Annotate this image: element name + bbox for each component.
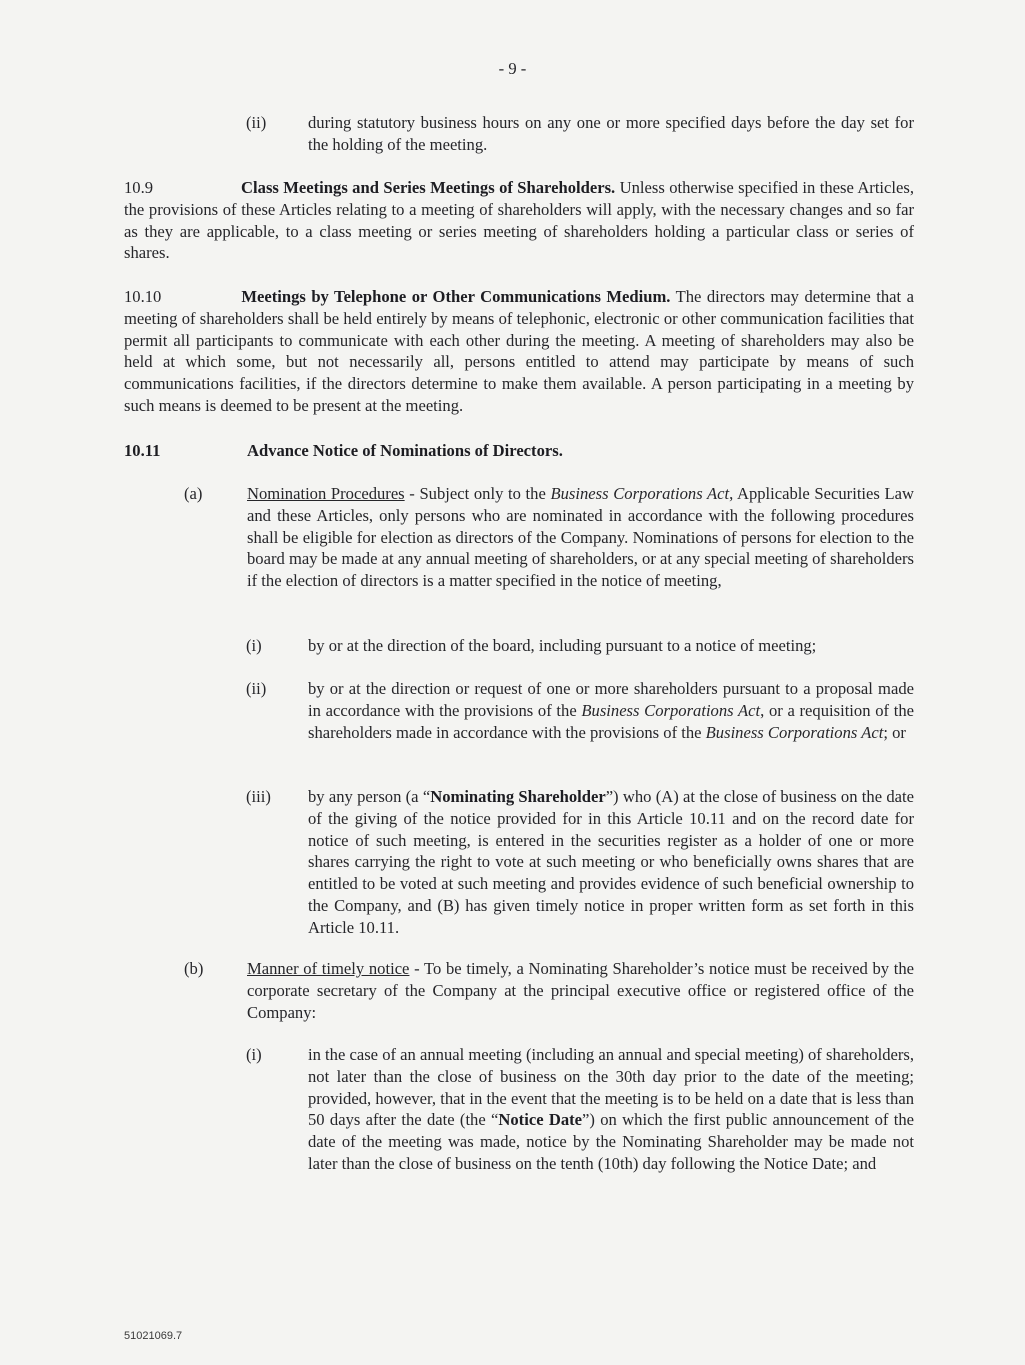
section-10-9 xyxy=(124,177,914,264)
para-b-label: (b) xyxy=(184,959,204,978)
nominating-shareholder-term: Nominating Shareholder xyxy=(430,787,606,806)
para-a-heading: Nomination Procedures xyxy=(247,484,405,503)
section-title: Meetings by Telephone or Other Communications Medium. xyxy=(241,287,671,306)
a-iii-text: by any person (a “Nominating Shareholder”) who (A) at the close of business on the date of the giving of the notice provided for in this Article 10.11 and on the record date for notice of such meeting, is entered in the securities register as a holder of one or more shares carrying the right to vote at such meeting or who beneficially owns shares that are entitled to be voted at such meeting and provides evidence of such beneficial ownership to the Company, and (B) has given timely notice in proper written form as set forth in this Article 10.11. xyxy=(308,787,914,937)
section-number: 10.10 xyxy=(124,287,162,306)
item-ii-text: during statutory business hours on any one or more specified days before the day set for the holding of the meeting. xyxy=(308,113,914,154)
section-text: Unless otherwise specified in these Articles, the provisions of these Articles relating to a meeting of shareholders will apply, with the necessary changes and so far as they are applicable, to a class meeting or series meeting of shareholders holding a particular class or series of shares. xyxy=(124,178,914,263)
section-number: 10.9 xyxy=(124,178,154,197)
a-i-text: by or at the direction of the board, including pursuant to a notice of meeting; xyxy=(308,636,817,655)
b-i-label: (i) xyxy=(246,1045,262,1064)
b-i-text: in the case of an annual meeting (including an annual and special meeting) of shareholders, not later than the close of business on the 30th day prior to the date of the meeting; provided, however, that in the event that the meeting is to be held on a date that is less than 50 days after the date (the “Notice Date”) on which the first public announcement of the date of the meeting was made, notice by the Nominating Shareholder may be made not later than the close of business on the tenth (10th) day following the Notice Date; and xyxy=(308,1045,914,1173)
section-text: The directors may determine that a meeting of shareholders shall be held entirely by means of telephonic, electronic or other communication facilities that permit all participants to communicate with each other during the meeting. A meeting of shareholders may also be held at which some, but not necessarily all, persons entitled to attend may participate by means of such communications facilities, if the directors determine to make them available. A person participating in a meeting by such means is deemed to be present at the meeting. xyxy=(124,287,914,415)
section-10-11-title: Advance Notice of Nominations of Directors. xyxy=(247,441,563,460)
section-10-10 xyxy=(124,286,914,417)
para-a-label: (a) xyxy=(184,484,203,503)
item-label-ii: (ii) xyxy=(246,113,267,132)
document-id-footer: 51021069.7 xyxy=(124,1330,183,1342)
notice-date-term: Notice Date xyxy=(498,1110,583,1130)
section-10-11-number: 10.11 xyxy=(124,441,161,460)
para-a-text: Nomination Procedures - Subject only to the Business Corporations Act, Applicable Securities Law and these Articles, only persons who are nominated in accordance with the following procedures shall be eligible for election as directors of the Company. Nominations of persons for election to the board may be made at any annual meeting of shareholders, or at any special meeting of shareholders if the election of directors is a matter specified in the notice of meeting, xyxy=(247,484,914,591)
page-number: - 9 - xyxy=(498,59,527,78)
a-iii-label: (iii) xyxy=(246,787,271,806)
a-ii-label: (ii) xyxy=(246,679,267,698)
para-b-text: Manner of timely notice - To be timely, a Nominating Shareholder’s notice must be received by the corporate secretary of the Company at the principal executive office or registered office of the Company: xyxy=(247,959,914,1022)
para-b-heading: Manner of timely notice xyxy=(247,959,410,978)
a-i-label: (i) xyxy=(246,636,262,655)
section-title: Class Meetings and Series Meetings of Shareholders. xyxy=(241,178,616,197)
a-ii-text: by or at the direction or request of one or more shareholders pursuant to a proposal made in accordance with the provisions of the Business Corporations Act, or a requisition of the shareholders made in accordance with the provisions of the Business Corporations Act; or xyxy=(308,679,914,742)
